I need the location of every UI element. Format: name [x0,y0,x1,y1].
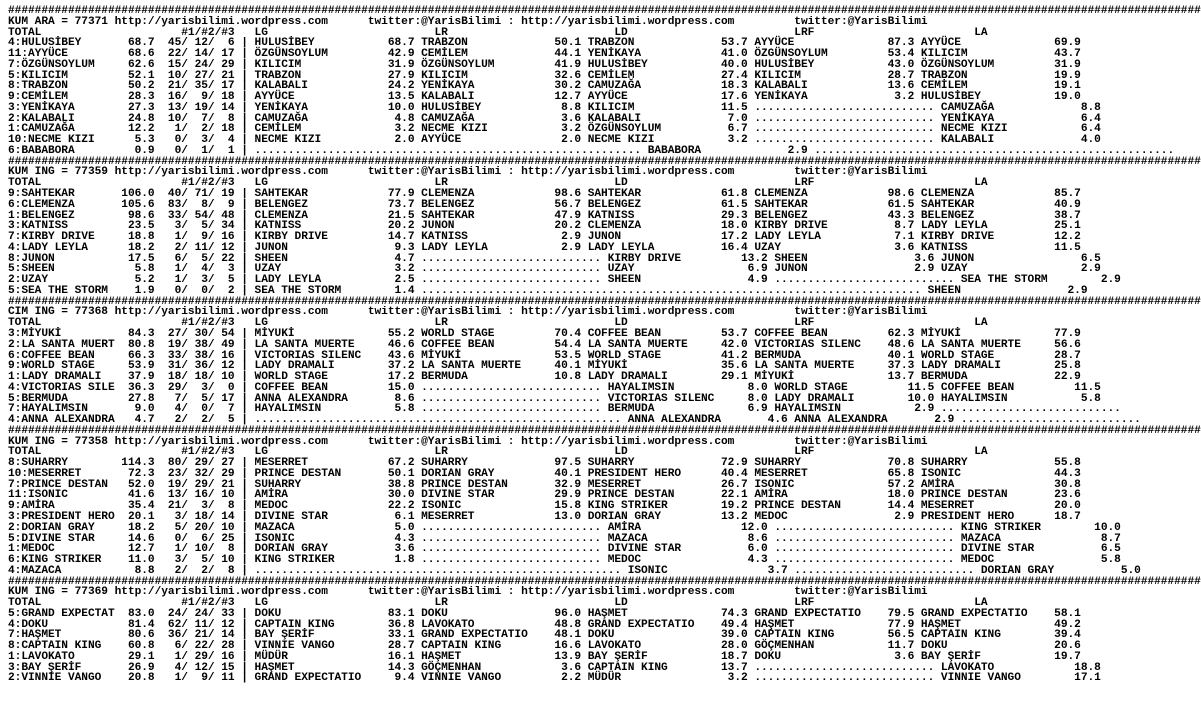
document-line: KUM ING = 77369 http://yarisbilimi.wordpress.com twitter:@YarisBilimi : http://yarisbilimi.wordpress.com twitter:@YarisBilimi [8,586,928,599]
document-line: 8:JUNON 17.5 6/ 5/ 22 | SHEEN 4.7 ........................... KIRBY DRIVE 13.2 SHEEN 3.6 JUNON 6.5 [8,252,1101,265]
document-line: 7:KIRBY DRIVE 18.8 1/ 9/ 16 | KIRBY DRIVE 14.7 KATNISS 2.9 JUNON 17.2 LADY LEYLA 7.1 KIRBY DRIVE 12.2 [8,231,1081,244]
document-line: 2:UZAY 5.2 1/ 3/ 5 | LADY LEYLA 2.5 ........................... SHEEN 4.9 ........................... SEA THE STORM 2.9 [8,274,1121,287]
results-document [8,5,1201,708]
document-line: ################################################################################################################################################################################### [8,424,1201,437]
document-line: 7:PRINCE DESTAN 52.0 19/ 29/ 21 | SUHARRY 38.8 PRINCE DESTAN 32.9 MESERRET 26.7 ISONIC 57.2 AMİRA 30.8 [8,478,1081,491]
document-line: 2:LA SANTA MUERT 80.8 19/ 38/ 49 | LA SANTA MUERTE 46.6 COFFEE BEAN 54.4 LA SANTA MUERTE 42.0 VICTORIAS SILENC 48.6 LA SANTA MUERTE 56.6 [8,338,1081,351]
document-line: ################################################################################################################################################################################### [8,5,1201,17]
document-line: 4:LADY LEYLA 18.2 2/ 11/ 12 | JUNON 9.3 LADY LEYLA 2.9 LADY LEYLA 16.4 UZAY 3.6 KATNISS 11.5 [8,241,1081,254]
document-line: 9:WORLD STAGE 53.9 31/ 36/ 12 | LADY DRAMALI 37.2 LA SANTA MUERTE 40.1 MİYUKİ 35.6 LA SANTA MUERTE 37.3 LADY DRAMALI 25.8 [8,360,1081,373]
document-line: 11:ISONIC 41.6 13/ 16/ 10 | AMİRA 30.0 DIVINE STAR 29.9 PRINCE DESTAN 22.1 AMİRA 18.0 PRINCE DESTAN 23.6 [8,489,1081,502]
document-line: TOTAL #1/#2/#3 LG LR LD LRF LA [8,446,988,459]
document-line: ################################################################################################################################################################################### [8,155,1201,168]
document-line: 3:PRESIDENT HERO 20.1 3/ 18/ 14 | DIVINE STAR 6.1 MESERRET 13.0 DORIAN GRAY 13.2 MEDOC 2.9 PRESIDENT HERO 18.7 [8,510,1081,523]
document-line: TOTAL #1/#2/#3 LG LR LD LRF LA [8,26,988,39]
document-line: TOTAL #1/#2/#3 LG LR LD LRF LA [8,177,988,190]
document-line: 8:SUHARRY 114.3 80/ 29/ 27 | MESERRET 67.2 SUHARRY 97.5 SUHARRY 72.9 SUHARRY 70.8 SUHARRY 55.8 [8,457,1081,470]
document-line: TOTAL #1/#2/#3 LG LR LD LRF LA [8,317,988,330]
document-line: 6:BABABORA 0.9 0/ 1/ 1 | .......................................................... BABABORA 2.9 ...................................................... [8,144,1175,157]
document-line: 3:MİYUKİ 84.3 27/ 30/ 54 | MİYUKİ 55.2 WORLD STAGE 70.4 COFFEE BEAN 53.7 COFFEE BEAN 62.3 MİYUKİ 77.9 [8,327,1081,340]
document-line: 5:DIVINE STAR 14.6 0/ 6/ 25 | ISONIC 4.3 ........................... MAZACA 8.6 ........................... MAZACA 8.7 [8,532,1121,545]
document-line: 7:ÖZGÜNSOYLUM 62.6 15/ 24/ 29 | KILICIM 31.9 ÖZGÜNSOYLUM 41.9 HULUSİBEY 40.0 HULUSİBEY 43.0 ÖZGÜNSOYLUM 31.9 [8,58,1081,71]
document-line: 2:VINNIE VANGO 20.8 1/ 9/ 11 | GRAND EXPECTATIO 9.4 VINNIE VANGO 2.2 MÜDÜR 3.2 ........................... VINNIE VANGO 17.1 [8,672,1101,685]
document-line: 3:BAY ŞERİF 26.9 4/ 12/ 15 | HAŞMET 14.3 GÖÇMENHAN 3.6 CAPTAIN KING 13.7 ........................... LAVOKATO 18.8 [8,661,1101,674]
document-line: 5:SEA THE STORM 1.9 0/ 0/ 2 | SEA THE STORM 1.4 ........................................................................... SHEEN 2.9 [8,284,1088,297]
document-line: 8:CAPTAIN KING 60.8 6/ 22/ 28 | VINNIE VANGO 28.7 CAPTAIN KING 16.6 LAVOKATO 28.0 GÖÇMENHAN 11.7 DOKU 20.6 [8,640,1081,653]
document-line: 1:LAVOKATO 29.1 1/ 29/ 16 | MÜDÜR 16.1 HAŞMET 13.9 BAY ŞERİF 18.7 DOKU 3.6 BAY ŞERİF 19.7 [8,650,1081,663]
document-line: 4:DOKU 81.4 62/ 11/ 12 | CAPTAIN KING 36.8 LAVOKATO 48.8 GRAND EXPECTATIO 49.4 HAŞMET 77.9 HAŞMET 49.2 [8,618,1081,631]
document-line: 4:ANNA ALEXANDRA 4.7 2/ 2/ 5 | ....................................................... ANNA ALEXANDRA 4.6 ANNA ALEXANDRA 2.9 ........................... [8,414,1141,427]
document-line: 9:SAHTEKAR 106.0 40/ 71/ 19 | SAHTEKAR 77.9 CLEMENZA 98.6 SAHTEKAR 61.8 CLEMENZA 98.6 CLEMENZA 85.7 [8,188,1081,201]
document-line: 2:DORIAN GRAY 18.2 5/ 20/ 10 | MAZACA 5.0 ........................... AMİRA 12.0 ........................... KING STRIKER 10.0 [8,521,1121,534]
document-line: 1:CAMUZAĞA 12.2 1/ 2/ 18 | CEMİLEM 3.2 NECME KIZI 3.2 ÖZGÜNSOYLUM 6.7 ........................... NECME KIZI 6.4 [8,123,1101,136]
document-line: 7:HAYALIMSIN 9.0 4/ 0/ 7 | HAYALIMSIN 5.8 ........................... BERMUDA 6.9 HAYALIMSIN 2.9 ........................... [8,403,1121,416]
document-line: 1:MEDOC 12.7 1/ 10/ 8 | DORIAN GRAY 3.6 ........................... DIVINE STAR 6.0 ........................... DIVINE STAR 6.5 [8,543,1121,556]
document-line: 7:HAŞMET 80.6 36/ 21/ 14 | BAY ŞERİF 33.1 GRAND EXPECTATIO 48.1 DOKU 39.0 CAPTAIN KING 56.5 CAPTAIN KING 39.4 [8,629,1081,642]
document-line: 1:BELENGEZ 98.6 33/ 54/ 48 | CLEMENZA 21.5 SAHTEKAR 47.9 KATNISS 29.3 BELENGEZ 43.3 BELENGEZ 38.7 [8,209,1081,222]
document-line: 5:BERMUDA 27.8 7/ 5/ 17 | ANNA ALEXANDRA 8.6 ........................... VICTORIAS SILENC 8.0 LADY DRAMALI 10.0 HAYALIMSIN 5.8 [8,392,1101,405]
document-line: 9:CEMİLEM 28.3 16/ 9/ 18 | AYYÜCE 13.5 KALABALI 12.7 AYYÜCE 17.6 YENİKAYA 3.2 HULUSİBEY 19.0 [8,91,1081,104]
document-line: 9:AMİRA 35.4 21/ 3/ 8 | MEDOC 22.2 ISONIC 15.8 KING STRIKER 19.2 PRINCE DESTAN 14.4 MESERRET 20.0 [8,500,1081,513]
document-line: 11:AYYÜCE 68.6 22/ 14/ 17 | ÖZGÜNSOYLUM 42.9 CEMİLEM 44.1 YENİKAYA 41.0 ÖZGÜNSOYLUM 53.4 KILICIM 43.7 [8,48,1081,61]
document-line: ################################################################################################################################################################################### [8,575,1201,588]
document-line: KUM ING = 77358 http://yarisbilimi.wordpress.com twitter:@YarisBilimi : http://yarisbilimi.wordpress.com twitter:@YarisBilimi [8,435,928,448]
document-line: 8:TRABZON 50.2 21/ 35/ 17 | KALABALI 24.2 YENİKAYA 30.2 CAMUZAĞA 18.3 KALABALI 13.6 CEMİLEM 19.1 [8,80,1081,93]
document-line: 5:GRAND EXPECTAT 83.0 24/ 24/ 33 | DOKU 83.1 DOKU 96.0 HAŞMET 74.3 GRAND EXPECTATIO 79.5 GRAND EXPECTATIO 58.1 [8,607,1081,620]
document-line: 6:COFFEE BEAN 66.3 33/ 38/ 16 | VICTORIAS SILENC 43.6 MİYUKİ 53.5 WORLD STAGE 41.2 BERMUDA 40.1 WORLD STAGE 28.7 [8,349,1081,362]
document-line: 2:KALABALI 24.8 10/ 7/ 8 | CAMUZAĞA 4.8 CAMUZAĞA 3.6 KALABALI 7.0 ........................... YENİKAYA 6.4 [8,112,1101,125]
document-line: 6:KING STRIKER 11.0 3/ 5/ 10 | KING STRIKER 1.8 ........................... MEDOC 4.3 ........................... MEDOC 5.8 [8,554,1121,567]
document-line: ################################################################################################################################################################################### [8,295,1201,308]
document-line: TOTAL #1/#2/#3 LG LR LD LRF LA [8,597,988,610]
document-line: 10:MESERRET 72.3 23/ 32/ 29 | PRINCE DESTAN 50.1 DORIAN GRAY 40.1 PRESIDENT HERO 40.4 MESERRET 65.8 ISONIC 44.3 [8,467,1081,480]
document-line: 4:HULUSİBEY 68.7 45/ 12/ 6 | HULUSİBEY 68.7 TRABZON 50.1 TRABZON 53.7 AYYÜCE 87.3 AYYÜCE 69.9 [8,37,1081,50]
document-line: 5:KILICIM 52.1 10/ 27/ 21 | TRABZON 27.9 KILICIM 32.6 CEMİLEM 27.4 KILICIM 28.7 TRABZON 19.9 [8,69,1081,82]
document-line: 5:SHEEN 5.8 1/ 4/ 3 | UZAY 3.2 ........................... UZAY 6.9 JUNON 2.9 UZAY 2.9 [8,263,1101,276]
document-line: KUM ARA = 77371 http://yarisbilimi.wordpress.com twitter:@YarisBilimi : http://yarisbilimi.wordpress.com twitter:@YarisBilimi [8,15,928,28]
document-line: KUM ING = 77359 http://yarisbilimi.wordpress.com twitter:@YarisBilimi : http://yarisbilimi.wordpress.com twitter:@YarisBilimi [8,166,928,179]
document-line: 4:VICTORIAS SILE 36.3 29/ 3/ 0 | COFFEE BEAN 15.0 ........................... HAYALIMSIN 8.0 WORLD STAGE 11.5 COFFEE BEAN 11.5 [8,381,1101,394]
document-line: CIM ING = 77368 http://yarisbilimi.wordpress.com twitter:@YarisBilimi : http://yarisbilimi.wordpress.com twitter:@YarisBilimi [8,306,928,319]
document-line: 3:YENİKAYA 27.3 13/ 19/ 14 | YENİKAYA 10.0 HULUSİBEY 8.8 KILICIM 11.5 ........................... CAMUZAĞA 8.8 [8,101,1101,114]
document-line: 3:KATNISS 23.5 3/ 5/ 34 | KATNISS 20.2 JUNON 20.2 CLEMENZA 18.0 KIRBY DRIVE 8.7 LADY LEYLA 25.1 [8,220,1081,233]
document-line: 10:NECME KIZI 5.3 0/ 3/ 4 | NECME KIZI 2.0 AYYÜCE 2.0 NECME KIZI 3.2 ........................... KALABALI 4.0 [8,134,1101,147]
document-line: 4:MAZACA 8.8 2/ 2/ 8 | ....................................................... ISONIC 3.7 ........................... DORIAN GRAY 5.0 [8,564,1141,577]
document-line: 6:CLEMENZA 105.6 83/ 8/ 9 | BELENGEZ 73.7 BELENGEZ 56.7 BELENGEZ 61.5 SAHTEKAR 61.5 SAHTEKAR 40.9 [8,198,1081,211]
document-line: 1:LADY DRAMALI 37.9 18/ 18/ 10 | WORLD STAGE 17.2 BERMUDA 10.8 LADY DRAMALI 29.1 MİYUKİ 13.7 BERMUDA 22.9 [8,371,1081,384]
